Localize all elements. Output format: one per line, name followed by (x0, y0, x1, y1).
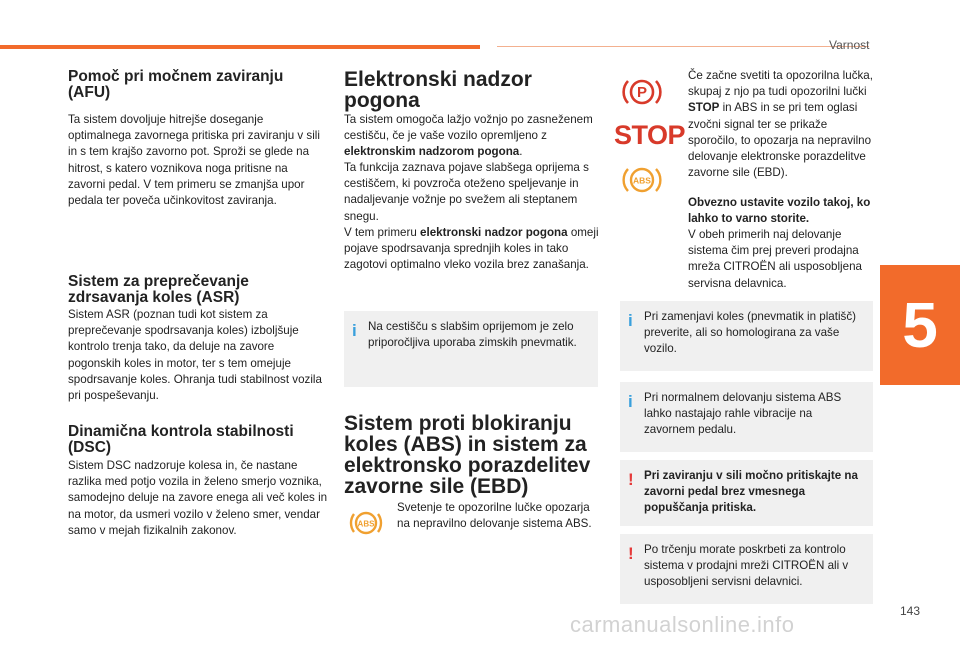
etc-text-1 (344, 112, 606, 161)
dsc-text: Sistem DSC nadzoruje kolesa in, če nastane razlika med potjo vozila in želeno smerjo voznika, samodejno deluje na zavore enega ali več koles in na motor, da usmeri vozilo v želeno smer, vendar samo v mejah fizikalnih zakonov. (68, 459, 328, 537)
abs-vibration-info-box (620, 382, 873, 452)
dsc-title: Dinamična kontrola stabilnosti (DSC) (68, 423, 294, 456)
wheel-info-box (620, 301, 873, 371)
collision-warning-text: Po trčenju morate poskrbeti za kontrolo sistema v prodajni mreži CITROËN ali v usposobljeni servisni delavnici. (644, 543, 849, 589)
parking-icon-label: P (636, 84, 648, 101)
info-icon: i (628, 311, 633, 330)
abs-warning-icon (348, 508, 384, 538)
collision-warning-box (620, 534, 873, 604)
info-icon: i (352, 321, 357, 340)
ebd-text-1 (688, 68, 874, 181)
etc-info-box (344, 311, 598, 387)
ebd-text-2: Obvezno ustavite vozilo takoj, ko lahko to varno storite. (688, 196, 871, 226)
etc-text-1-end: . (519, 145, 523, 159)
afu-text: Ta sistem dovoljuje hitrejše doseganje optimalnega zavornega pritiska pri zaviranju v sili in s tem krajšo zavorno pot. Sproži se glede na hitrost, s katero voznikova noga pritisne na zavorni pedal. V tem primeru se zmanjša upor pedala ter poveča učinkovitost zaviranja. (68, 113, 320, 208)
ebd-text-1-stop: STOP (688, 101, 720, 115)
watermark: carmanualsonline.info (570, 612, 795, 637)
header-rule (497, 46, 869, 47)
afu-title: Pomoč pri močnem zaviranju (AFU) (68, 68, 284, 101)
page-number: 143 (900, 604, 921, 618)
parking-brake-warning-icon (622, 75, 662, 109)
emergency-braking-warning-text: Pri zaviranju v sili močno pritiskajte na zavorni pedal brez vmesnega popuščanja pritiska. (644, 469, 858, 515)
chapter-tab: 5 (880, 265, 960, 385)
ebd-text-1-end: in ABS in se pri tem oglasi zvočni signal ter se prikaže sporočilo, to opozarja na nepravilno delovanje elektronske porazdelitve zavorne sile (EBD). (688, 101, 872, 180)
etc-text-3-end: omeji pojave spodrsavanja sprednjih koles in tako zagotovi optimalno vleko vozila brez zanašanja. (344, 226, 599, 272)
abs-icon-label: ABS (357, 519, 375, 529)
abs-text: Svetenje te opozorilne lučke opozarja na nepravilno delovanje sistema ABS. (397, 501, 592, 531)
etc-title: Elektronski nadzor pogona (344, 68, 532, 112)
header-accent-bar (0, 45, 480, 49)
asr-title: Sistem za preprečevanje zdrsavanja koles (ASR) (68, 273, 249, 306)
wheel-info-text: Pri zamenjavi koles (pnevmatik in platišč) preverite, ali so homologirana za vaše vozilo. (644, 310, 856, 356)
warning-icon: ! (628, 470, 634, 489)
ebd-text-3: V obeh primerih naj delovanje sistema čim prej preveri prodajna mreža CITROËN ali usposobljena servisna delavnica. (688, 228, 862, 290)
etc-text-3 (344, 225, 606, 274)
etc-text-3-bold: elektronski nadzor pogona (420, 226, 568, 239)
abs-ebd-warning-icon (622, 163, 662, 197)
emergency-braking-warning-box (620, 460, 873, 526)
abs-ebd-icon-label: ABS (633, 175, 651, 186)
etc-text-1-start: Ta sistem omogoča lažjo vožnjo po zasneženem cestišču, če je vaše vozilo opremljeno z (344, 113, 593, 143)
ebd-text-1-start: Če začne svetiti ta opozorilna lučka, skupaj z njo pa tudi opozorilni lučki (688, 69, 873, 99)
warning-icon: ! (628, 544, 634, 563)
etc-text-1-bold: elektronskim nadzorom pogona (344, 145, 520, 159)
section-label: Varnost (829, 38, 870, 52)
asr-text: Sistem ASR (poznan tudi kot sistem za preprečevanje spodrsavanja koles) izboljšuje kontrolo trenja tako, da deluje na zavore pogonskih koles in motor, ter s tem omejuje spodrsavanje koles. Ohranja tudi stabilnost vozila pri pospeševanju. (68, 308, 322, 403)
stop-warning-icon: STOP (614, 120, 686, 150)
info-icon: i (628, 392, 633, 411)
etc-text-3-start: V tem primeru (344, 226, 417, 239)
etc-text-2: Ta funkcija zaznava pojave slabšega oprijema s cestiščem, ki povzroča oteženo speljevanje in nadaljevanje vožnje po svežem ali steptanem snegu. (344, 161, 589, 223)
abs-vibration-info-text: Pri normalnem delovanju sistema ABS lahko nastajajo rahle vibracije na zavornem pedalu. (644, 391, 842, 437)
etc-info-text: Na cestišču s slabšim oprijemom je zelo priporočljiva uporaba zimskih pnevmatik. (368, 320, 577, 350)
abs-title: Sistem proti blokiranju koles (ABS) in sistem za elektronsko porazdelitev zavorne sile (EBD) (344, 412, 591, 498)
